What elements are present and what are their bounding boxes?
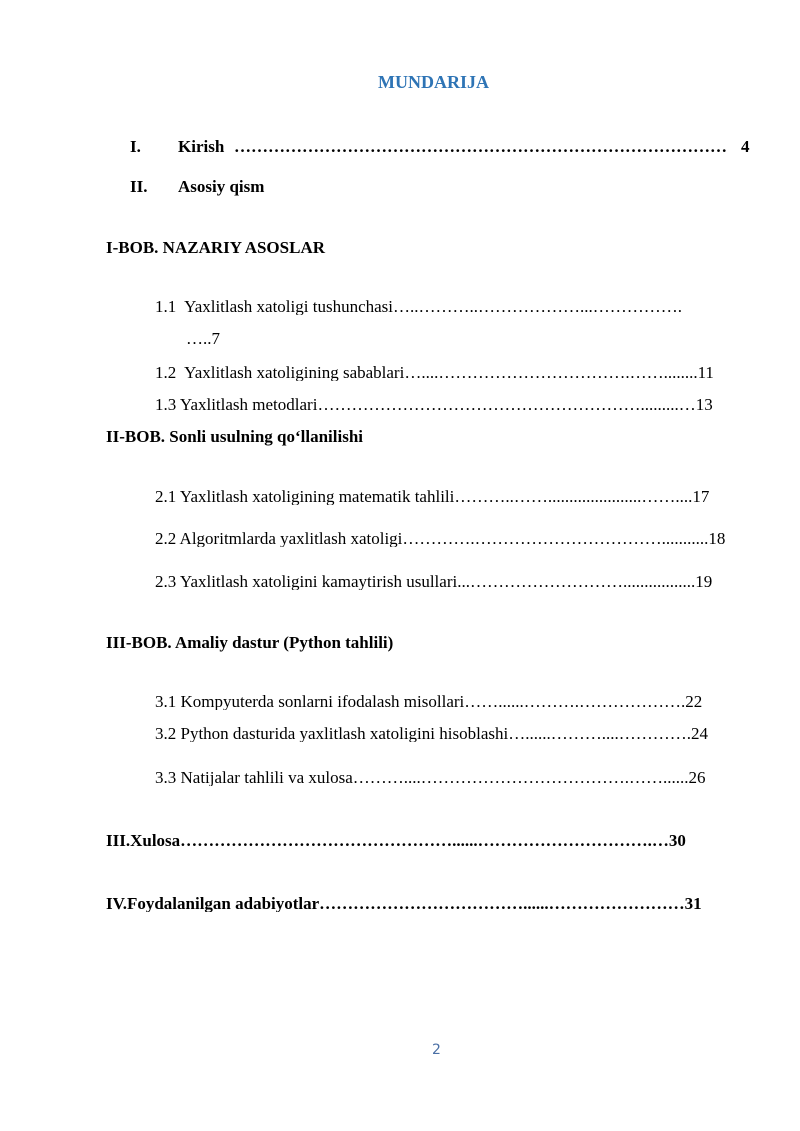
toc-item-1-3: 1.3 Yaxlitlash metodlari………………………………………………….........…13 (155, 396, 713, 413)
toc-section-1-number: I. (130, 137, 141, 156)
toc-item-1-1: 1.1 Yaxlitlash xatoligi tushunchasi…..………..………………...……………. (155, 298, 682, 315)
toc-item-1-2: 1.2 Yaxlitlash xatoligining sabablari…....…………………………….……........11 (155, 364, 714, 381)
toc-section-2-label: Asosiy qism (178, 177, 265, 196)
toc-section-2-number: II. (130, 177, 148, 196)
toc-item-3-3: 3.3 Natijalar tahlili va xulosa………....……………………………….……......26 (155, 769, 706, 786)
toc-section-1-page: 4 (741, 137, 750, 156)
toc-item-2-3: 2.3 Yaxlitlash xatoligini kamaytirish usullari...……………………….................19 (155, 573, 713, 590)
toc-conclusion: III.Xulosa…………………………………………......………………………….…30 (106, 832, 686, 849)
chapter-3-heading: III-BOB. Amaliy dastur (Python tahlili) (106, 633, 394, 652)
chapter-1-heading: I-BOB. NAZARIY ASOSLAR (106, 238, 325, 257)
toc-references: IV.Foydalanilgan adabiyotlar………………………………......……………………31 (106, 895, 702, 912)
toc-item-3-1: 3.1 Kompyuterda sonlarni ifodalash misollari……......……….……………….22 (155, 693, 703, 710)
toc-title: MUNDARIJA (378, 72, 489, 92)
toc-item-1-1-page: …..7 (186, 329, 220, 348)
toc-item-2-1: 2.1 Yaxlitlash xatoligining matematik tahlili………..……......................……....17 (155, 488, 710, 505)
toc-item-2-2: 2.2 Algoritmlarda yaxlitlash xatoligi………….……………………………...........18 (155, 530, 726, 547)
toc-section-1-leader: …………………………………………………………………………… (234, 138, 727, 155)
toc-section-1-label: Kirish (178, 137, 225, 156)
toc-item-3-2: 3.2 Python dasturida yaxlitlash xatoligini hisoblashi…......………....………….24 (155, 725, 708, 742)
chapter-2-heading: II-BOB. Sonli usulning qo‘llanilishi (106, 427, 364, 446)
page-number: 2 (432, 1042, 441, 1058)
